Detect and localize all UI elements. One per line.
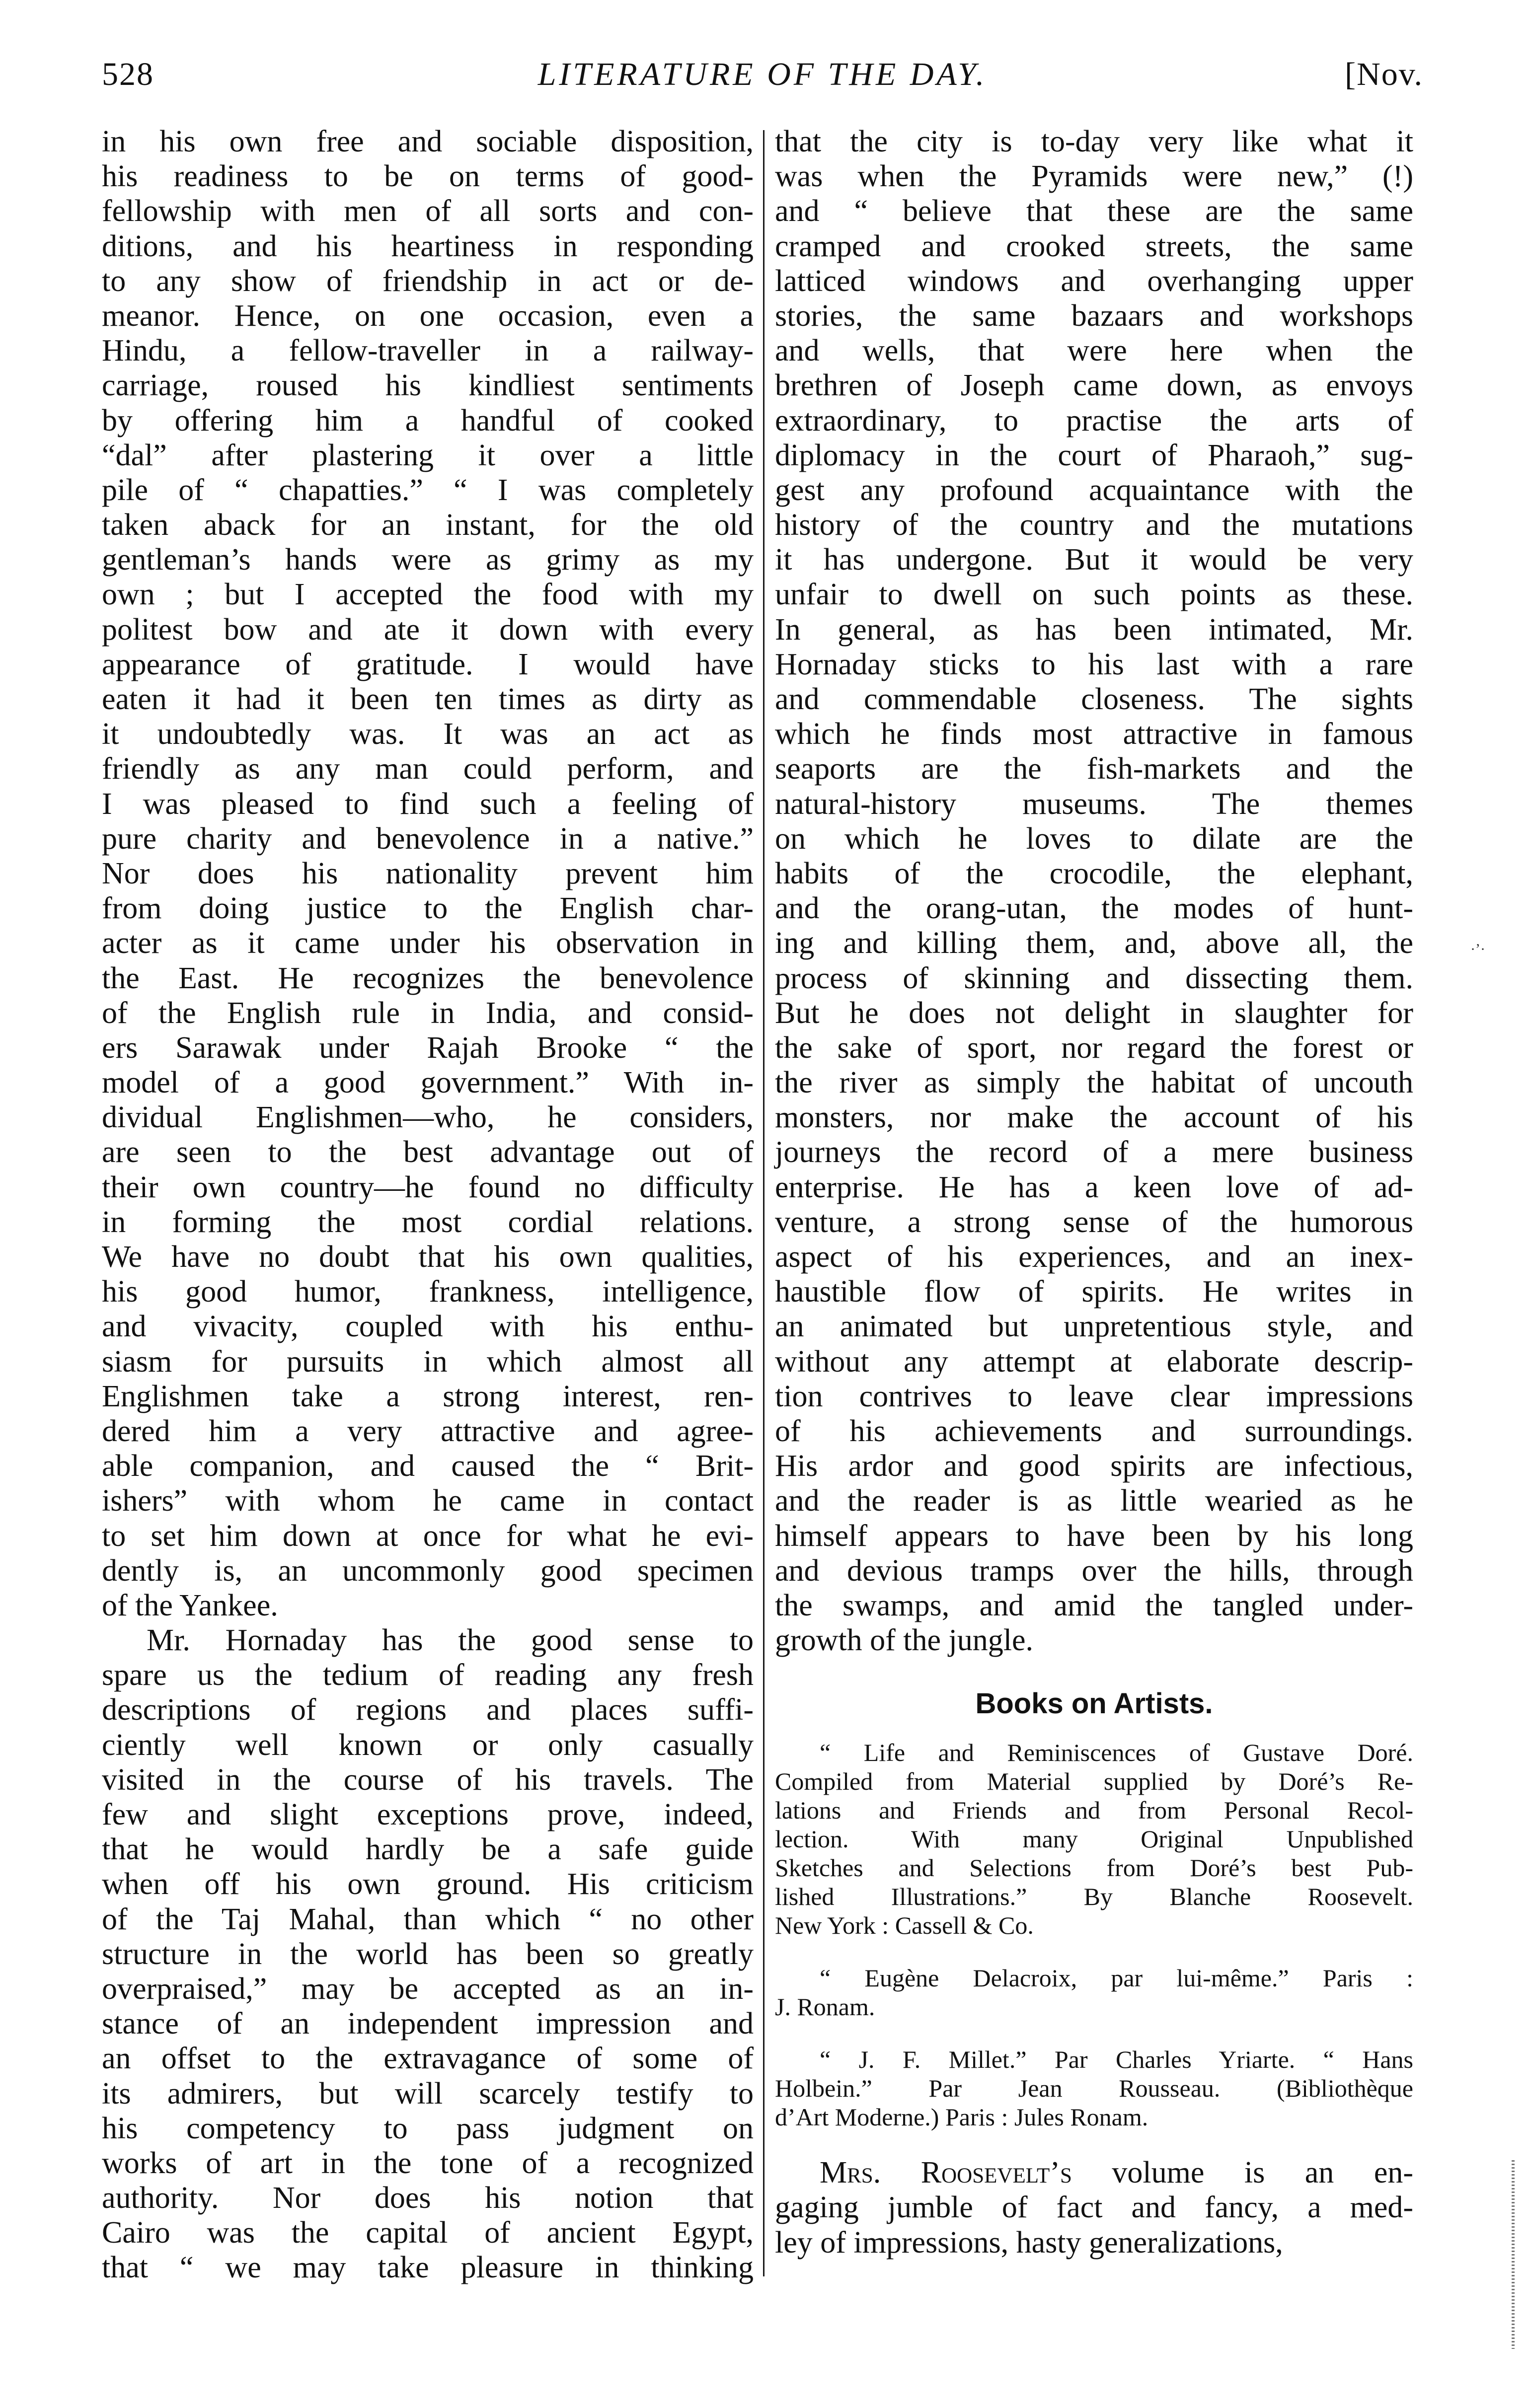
text-line: haustible flow of spirits. He writes in: [775, 1275, 1413, 1309]
bibliography-line: d’Art Moderne.) Paris : Jules Ronam.: [775, 2103, 1148, 2131]
running-head: [102, 52, 1423, 97]
text-line: Nor does his nationality prevent him: [102, 856, 754, 890]
text-line: to any show of friendship in act or de-: [102, 264, 754, 298]
paragraph-roosevelt-review: [775, 2155, 1413, 2260]
text-line: descriptions of regions and places suffi-: [102, 1693, 754, 1727]
text-line: Englishmen take a strong interest, ren-: [102, 1379, 754, 1413]
margin-ink-mark: ·ʼ·: [1470, 941, 1485, 957]
text-line: model of a good government.” With in-: [102, 1066, 754, 1100]
text-line: and “ believe that these are the same: [775, 194, 1413, 228]
bibliography: [775, 1738, 1413, 2131]
text-line: monsters, nor make the account of his: [775, 1100, 1413, 1135]
text-line: Hindu, a fellow-traveller in a railway-: [102, 334, 754, 368]
text-line: visited in the course of his travels. The: [102, 1762, 754, 1797]
bibliography-line: Compiled from Material supplied by Doré’s Re-: [775, 1767, 1413, 1796]
text-line: structure in the world has been so greatly: [102, 1937, 754, 1971]
text-line: that “ we may take pleasure in thinking: [102, 2251, 754, 2285]
text-line: which he finds most attractive in famous: [775, 717, 1413, 751]
text-line: was when the Pyramids were new,” (!): [775, 159, 1413, 194]
text-line: and the reader is as little wearied as he: [775, 1484, 1413, 1518]
text-line: authority. Nor does his notion that: [102, 2181, 754, 2215]
bibliography-line: Holbein.” Par Jean Rousseau. (Bibliothèque: [775, 2074, 1413, 2103]
scan-edge-noise: [1512, 2160, 1515, 2349]
text-line: few and slight exceptions prove, indeed,: [102, 1798, 754, 1831]
text-line: dered him a very attractive and agree-: [102, 1414, 754, 1448]
text-line: overpraised,” may be accepted as an in-: [102, 1971, 754, 2006]
text-line: that the city is to-day very like what it: [775, 125, 1413, 158]
text-line: works of art in the tone of a recognized: [102, 2146, 754, 2180]
text-line: natural-history museums. The themes: [775, 787, 1413, 821]
text-line: are seen to the best advantage out of: [102, 1135, 754, 1169]
review-first-line: Mrs. Roosevelt’s volume is an en-: [820, 2156, 1413, 2190]
review-line: gaging jumble of fact and fancy, a med-: [775, 2190, 1413, 2225]
text-line: without any attempt at elaborate descrip-: [775, 1344, 1413, 1379]
text-line: unfair to dwell on such points as these.: [775, 578, 1413, 612]
issue-month: [Nov.: [1345, 56, 1423, 92]
text-line: appearance of gratitude. I would have: [102, 647, 754, 681]
text-line: to set him down at once for what he evi-: [102, 1519, 754, 1553]
text-line: from doing justice to the English char-: [102, 891, 754, 926]
text-line: history of the country and the mutations: [775, 508, 1413, 542]
text-line: extraordinary, to practise the arts of: [775, 403, 1413, 438]
right-column: [775, 124, 1413, 2260]
text-line: the swamps, and amid the tangled under-: [775, 1588, 1413, 1622]
text-line: Mr. Hornaday has the good sense to: [147, 1623, 754, 1658]
bibliography-line: lection. With many Original Unpublished: [775, 1825, 1413, 1853]
text-line: tion contrives to leave clear impressions: [775, 1379, 1413, 1413]
text-line: himself appears to have been by his long: [775, 1519, 1413, 1553]
text-line: ciently well known or only casually: [102, 1728, 754, 1762]
left-column: [102, 124, 754, 2285]
bibliography-line: “ Life and Reminiscences of Gustave Doré.: [820, 1739, 1413, 1767]
text-line: when off his own ground. His criticism: [102, 1867, 754, 1901]
text-line: growth of the jungle.: [775, 1623, 1034, 1658]
text-line: I was pleased to find such a feeling of: [102, 787, 754, 821]
bibliography-entry: [775, 1964, 1413, 2021]
text-line: gentleman’s hands were as grimy as my: [102, 543, 754, 577]
text-line: meanor. Hence, on one occasion, even a: [102, 298, 754, 333]
bibliography-entry: [775, 1738, 1413, 1940]
text-line: aspect of his experiences, and an inex-: [775, 1240, 1413, 1274]
text-line: pile of “ chapatties.” “ I was completely: [102, 473, 754, 507]
text-line: that he would hardly be a safe guide: [102, 1832, 754, 1867]
text-line: in forming the most cordial relations.: [102, 1205, 754, 1239]
text-line: brethren of Joseph came down, as envoys: [775, 368, 1413, 403]
text-line: “dal” after plastering it over a little: [102, 438, 754, 472]
text-line: the East. He recognizes the benevolence: [102, 961, 754, 995]
section-heading-books-on-artists: Books on Artists.: [975, 1687, 1213, 1720]
text-line: siasm for pursuits in which almost all: [102, 1344, 754, 1379]
text-line: in his own free and sociable disposition,: [102, 125, 754, 158]
text-line: the sake of sport, nor regard the forest or: [775, 1030, 1413, 1065]
text-line: of his achievements and surroundings.: [775, 1414, 1413, 1448]
text-line: own ; but I accepted the food with my: [102, 578, 754, 612]
text-line: the river as simply the habitat of uncouth: [775, 1066, 1413, 1100]
text-line: fellowship with men of all sorts and con-: [102, 194, 754, 228]
bibliography-line: lations and Friends and from Personal Recol-: [775, 1796, 1413, 1824]
text-line: his competency to pass judgment on: [102, 2111, 754, 2145]
text-line: of the Taj Mahal, than which “ no other: [102, 1902, 754, 1936]
text-line: latticed windows and overhanging upper: [775, 264, 1413, 298]
text-line: venture, a strong sense of the humorous: [775, 1205, 1413, 1239]
text-line: Hornaday sticks to his last with a rare: [775, 647, 1413, 681]
text-line: and commendable closeness. The sights: [775, 682, 1413, 716]
column-divider: [763, 130, 765, 2276]
text-line: on which he loves to dilate are the: [775, 821, 1413, 856]
page-number: 528: [102, 56, 154, 92]
text-line: enterprise. He has a keen love of ad-: [775, 1170, 1413, 1204]
text-line: habits of the crocodile, the elephant,: [775, 856, 1413, 890]
text-line: its admirers, but will scarcely testify to: [102, 2076, 754, 2111]
text-line: politest bow and ate it down with every: [102, 612, 754, 647]
paragraph-hornaday-good-sense: [102, 1623, 754, 2285]
bibliography-line: New York : Cassell & Co.: [775, 1911, 1034, 1940]
text-line: diplomacy in the court of Pharaoh,” sug-: [775, 438, 1413, 472]
text-line: it has undergone. But it would be very: [775, 543, 1413, 577]
text-line: dently is, an uncommonly good specimen: [102, 1553, 754, 1588]
paragraph-hornaday-disposition: [102, 124, 754, 1623]
text-line: In general, as has been intimated, Mr.: [775, 612, 1413, 647]
text-line: of the Yankee.: [102, 1588, 278, 1622]
text-line: and wells, that were here when the: [775, 334, 1413, 368]
bibliography-line: “ Eugène Delacroix, par lui-même.” Paris :: [820, 1964, 1413, 1992]
text-line: dividual Englishmen—who, he considers,: [102, 1100, 754, 1135]
text-line: taken aback for an instant, for the old: [102, 508, 754, 542]
text-line: journeys the record of a mere business: [775, 1135, 1413, 1169]
review-author-smallcaps: Mrs. Roosevelt’s: [820, 2156, 1072, 2190]
text-line: pure charity and benevolence in a native.”: [102, 821, 754, 856]
text-line: his readiness to be on terms of good-: [102, 159, 754, 194]
text-line: seaports are the fish-markets and the: [775, 752, 1413, 786]
text-line: carriage, roused his kindliest sentiments: [102, 368, 754, 403]
text-line: by offering him a handful of cooked: [102, 403, 754, 438]
journal-title: LITERATURE OF THE DAY.: [537, 56, 988, 92]
bibliography-line: lished Illustrations.” By Blanche Roosevelt.: [775, 1883, 1413, 1911]
bibliography-line: “ J. F. Millet.” Par Charles Yriarte. “ Hans: [820, 2045, 1413, 2074]
text-line: it undoubtedly was. It was an act as: [102, 717, 754, 751]
text-line: and the orang-utan, the modes of hunt-: [775, 891, 1413, 926]
text-line: their own country—he found no difficulty: [102, 1170, 754, 1204]
bibliography-entry: [775, 2045, 1413, 2131]
text-line: his good humor, frankness, intelligence,: [102, 1275, 754, 1309]
text-line: ishers” with whom he came in contact: [102, 1484, 754, 1518]
text-line: But he does not delight in slaughter for: [775, 996, 1413, 1030]
text-line: We have no doubt that his own qualities,: [102, 1240, 754, 1274]
text-line: an offset to the extravagance of some of: [102, 2042, 754, 2076]
bibliography-line: Sketches and Selections from Doré’s best Pub-: [775, 1854, 1413, 1882]
text-line: spare us the tedium of reading any fresh: [102, 1658, 754, 1692]
bibliography-line: J. Ronam.: [775, 1993, 875, 2021]
text-line: ing and killing them, and, above all, the: [775, 926, 1413, 960]
text-line: His ardor and good spirits are infectious,: [775, 1449, 1413, 1483]
review-line: ley of impressions, hasty generalizations,: [775, 2225, 1283, 2260]
text-line: friendly as any man could perform, and: [102, 752, 754, 786]
text-line: Cairo was the capital of ancient Egypt,: [102, 2216, 754, 2250]
text-line: process of skinning and dissecting them.: [775, 961, 1413, 995]
text-line: an animated but unpretentious style, and: [775, 1310, 1413, 1344]
text-line: of the English rule in India, and consid-: [102, 996, 754, 1030]
text-line: and vivacity, coupled with his enthu-: [102, 1310, 754, 1344]
text-line: stories, the same bazaars and workshops: [775, 298, 1413, 333]
text-line: acter as it came under his observation in: [102, 926, 754, 960]
text-line: cramped and crooked streets, the same: [775, 229, 1413, 263]
text-line: able companion, and caused the “ Brit-: [102, 1449, 754, 1483]
text-line: and devious tramps over the hills, through: [775, 1553, 1413, 1588]
text-line: stance of an independent impression and: [102, 2007, 754, 2041]
text-line: ers Sarawak under Rajah Brooke “ the: [102, 1030, 754, 1065]
text-line: ditions, and his heartiness in responding: [102, 229, 754, 263]
text-line: gest any profound acquaintance with the: [775, 473, 1413, 507]
text-line: eaten it had it been ten times as dirty as: [102, 682, 754, 716]
paragraph-cairo-and-travels: [775, 124, 1413, 1658]
